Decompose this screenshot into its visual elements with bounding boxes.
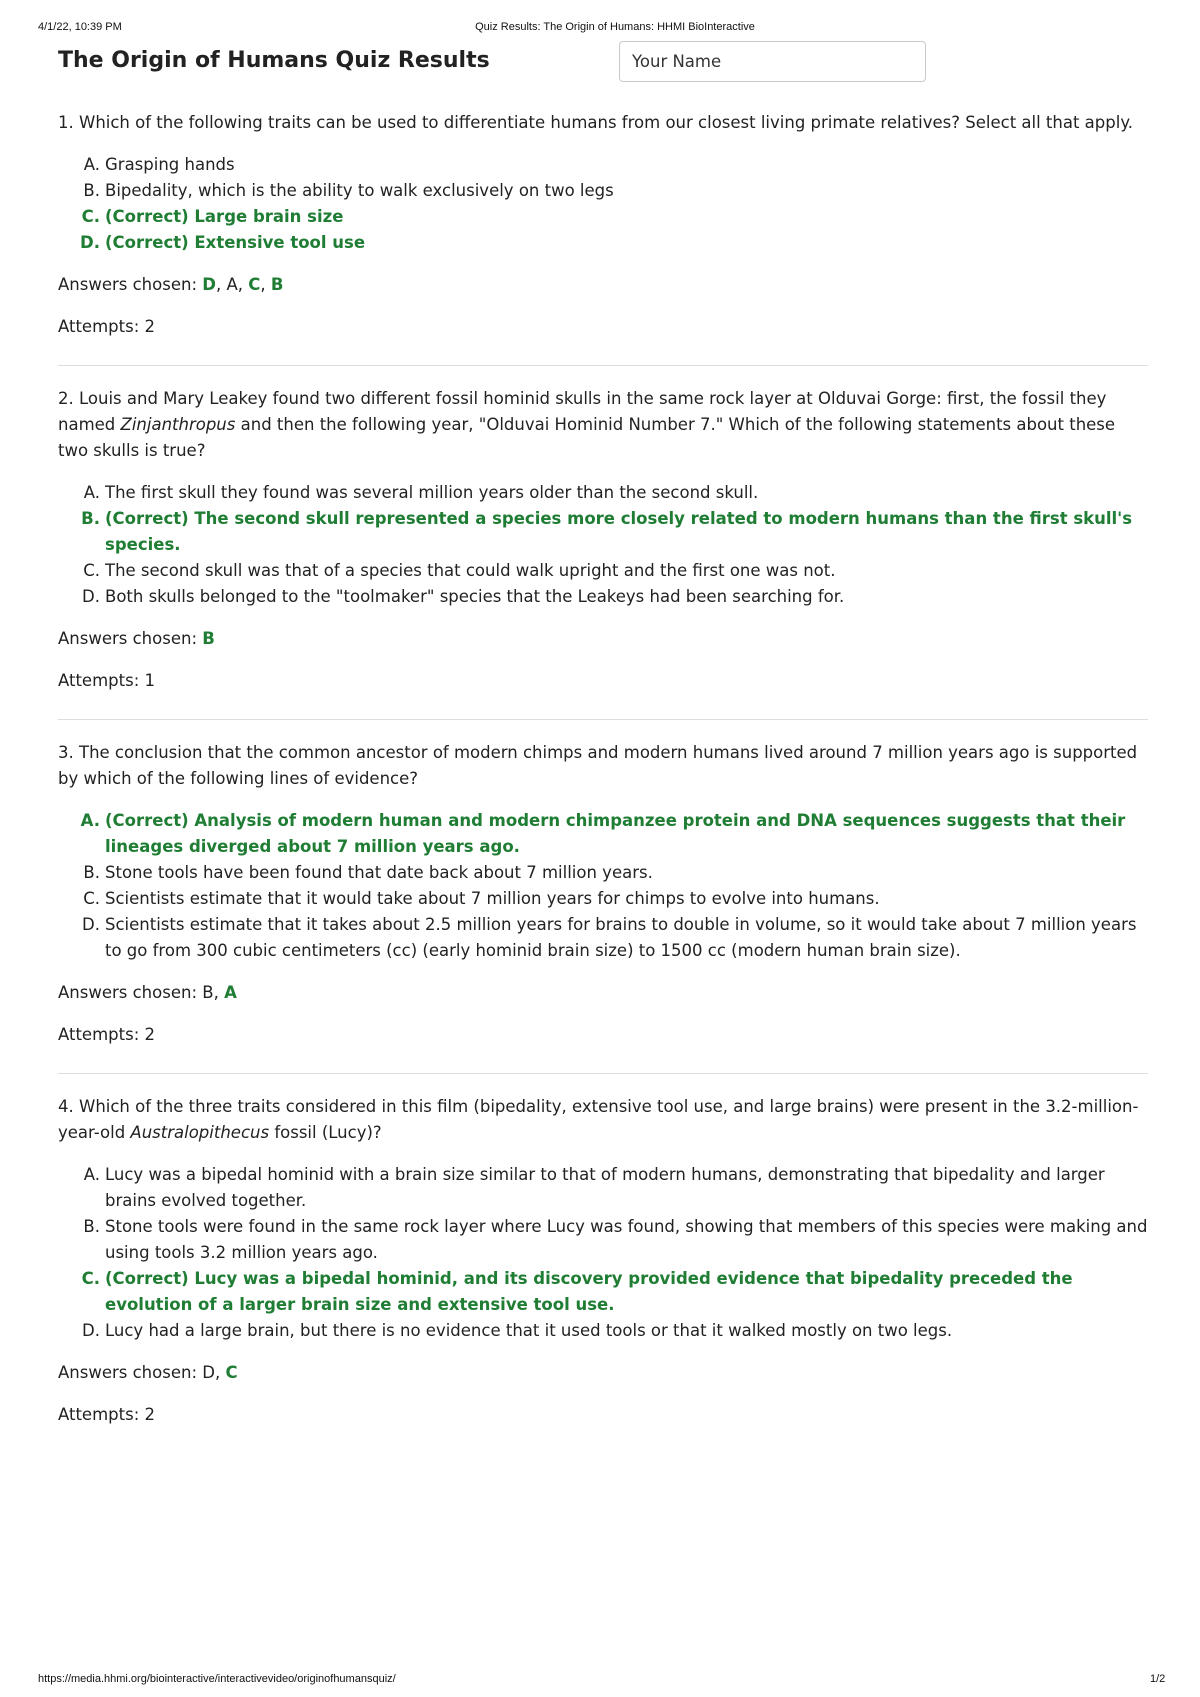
option-item: [58, 558, 1148, 584]
option-letter: D.: [82, 1321, 100, 1340]
print-page-title: Quiz Results: The Origin of Humans: HHMI BioInteractive: [475, 21, 755, 33]
answer-letter-correct: B: [270, 275, 284, 294]
answers-chosen: Answers chosen: B, A: [58, 983, 237, 1002]
question-block: [58, 740, 1148, 1074]
question-block: [58, 386, 1148, 720]
option-letter: A.: [83, 1165, 100, 1184]
option-label: Stone tools were found in the same rock layer where Lucy was found, showing that members of this species were making and using tools 3.2 million years ago.: [105, 1217, 1148, 1262]
question-text: [58, 386, 1148, 464]
option-label: Stone tools have been found that date back about 7 million years.: [105, 863, 653, 882]
question-number: 4.: [58, 1097, 74, 1116]
option-letter: C.: [81, 207, 100, 226]
option-letter: A.: [80, 811, 100, 830]
question-text-main: The conclusion that the common ancestor of modern chimps and modern humans lived around 7 million years ago is supported by which of the following lines of evidence?: [58, 743, 1138, 788]
option-letter: B.: [83, 1217, 100, 1236]
correct-marker: (Correct): [105, 509, 195, 528]
answer-letter-correct: A: [224, 983, 237, 1002]
attempts: [58, 1022, 1148, 1048]
question-block: [58, 1094, 1148, 1453]
option-letter: D.: [82, 915, 100, 934]
attempts: [58, 668, 1148, 694]
option-text: [105, 1162, 1148, 1214]
question-text-main: Louis and Mary Leakey found two different fossil hominid skulls in the same rock layer at Olduvai Gorge: first, the fossil they named: [58, 389, 1107, 434]
answer-letter: A: [226, 275, 238, 294]
option-item: [58, 152, 1148, 178]
option-label: Grasping hands: [105, 155, 235, 174]
correct-marker: (Correct): [105, 233, 195, 252]
question-text-rest: fossil (Lucy)?: [274, 1123, 382, 1142]
option-text: [105, 178, 1148, 204]
option-list: [58, 1162, 1148, 1344]
option-text: [105, 886, 1148, 912]
answers-chosen-label: Answers chosen:: [58, 629, 198, 648]
answers-chosen: Answers chosen: D, C: [58, 1363, 238, 1382]
option-letter: B.: [81, 509, 100, 528]
question-text: [58, 110, 1148, 136]
option-text: [105, 860, 1148, 886]
print-datetime: 4/1/22, 10:39 PM: [38, 21, 122, 33]
option-label: Large brain size: [194, 207, 344, 226]
correct-marker: (Correct): [105, 1269, 195, 1288]
question-block: [58, 110, 1148, 366]
print-url: https://media.hhmi.org/biointeractive/interactivevideo/originofhumansquiz/: [38, 1673, 396, 1685]
question-text-main: Which of the three traits considered in this film (bipedality, extensive tool use, and large brains) were present in the 3.2-million-year-old: [58, 1097, 1139, 1142]
question-text-main: Which of the following traits can be used to differentiate humans from our closest living primate relatives? Select all that apply.: [79, 113, 1133, 132]
question-number: 2.: [58, 389, 74, 408]
option-label: Analysis of modern human and modern chimpanzee protein and DNA sequences suggests that their lineages diverged about 7 million years ago.: [105, 811, 1126, 856]
question-text-italic: Australopithecus: [130, 1123, 270, 1142]
option-letter: A.: [83, 155, 100, 174]
answer-letter-correct: C: [248, 275, 261, 294]
option-text: [105, 1214, 1148, 1266]
attempts: [58, 314, 1148, 340]
option-letter: B.: [83, 181, 100, 200]
name-input[interactable]: [619, 41, 926, 82]
option-item: [58, 912, 1148, 964]
attempts-label: Attempts:: [58, 1025, 140, 1044]
option-label: The second skull was that of a species that could walk upright and the first one was not.: [105, 561, 836, 580]
question-number: 1.: [58, 113, 74, 132]
option-label: Lucy was a bipedal hominid with a brain size similar to that of modern humans, demonstrating that bipedality and larger brains evolved together.: [105, 1165, 1105, 1210]
option-item: [58, 480, 1148, 506]
option-text: [105, 912, 1148, 964]
option-text: [105, 1318, 1148, 1344]
option-text: [105, 230, 1148, 256]
option-label: Scientists estimate that it would take about 7 million years for chimps to evolve into humans.: [105, 889, 880, 908]
option-item: [58, 1318, 1148, 1344]
page-title: The Origin of Humans Quiz Results: [58, 48, 490, 73]
option-label: Lucy had a large brain, but there is no evidence that it used tools or that it walked mostly on two legs.: [105, 1321, 953, 1340]
option-text: [105, 558, 1148, 584]
option-letter: D.: [82, 587, 100, 606]
option-letter: C.: [83, 561, 100, 580]
attempts-count: 2: [144, 317, 156, 336]
option-list: [58, 152, 1148, 256]
correct-marker: (Correct): [105, 207, 195, 226]
question-text: [58, 1094, 1148, 1146]
correct-marker: (Correct): [105, 811, 195, 830]
option-item: [58, 1162, 1148, 1214]
option-letter: B.: [83, 863, 100, 882]
option-label: The second skull represented a species more closely related to modern humans than the first skull's species.: [105, 509, 1133, 554]
option-letter: C.: [83, 889, 100, 908]
answer-letter-correct: D: [202, 275, 216, 294]
question-text-italic: Zinjanthropus: [120, 415, 236, 434]
option-list: [58, 480, 1148, 610]
option-label: The first skull they found was several million years older than the second skull.: [105, 483, 759, 502]
option-letter: A.: [83, 483, 100, 502]
answers-chosen: [58, 626, 1148, 652]
attempts-label: Attempts:: [58, 671, 140, 690]
option-text: [105, 506, 1148, 558]
option-letter: D.: [80, 233, 100, 252]
option-list: [58, 808, 1148, 964]
question-text: [58, 740, 1148, 792]
answer-letter: D: [202, 1363, 215, 1382]
option-label: Scientists estimate that it takes about 2.5 million years for brains to double in volume, so it would take about 7 million years to go from 300 cubic centimeters (cc) (early hominid brain size) to 1500 cc (modern human brain size).: [105, 915, 1137, 960]
option-label: Bipedality, which is the ability to walk exclusively on two legs: [105, 181, 614, 200]
option-item-correct: [58, 1266, 1148, 1318]
option-text: [105, 204, 1148, 230]
attempts-count: 1: [144, 671, 156, 690]
answers-chosen: Answers chosen: D, A, C, B: [58, 275, 284, 294]
option-text: [105, 808, 1148, 860]
option-text: [105, 152, 1148, 178]
option-label: Lucy was a bipedal hominid, and its discovery provided evidence that bipedality preceded the evolution of a larger brain size and extensive tool use.: [105, 1269, 1073, 1314]
option-letter: C.: [81, 1269, 100, 1288]
option-item: [58, 1214, 1148, 1266]
question-number: 3.: [58, 743, 74, 762]
attempts-count: 2: [144, 1405, 156, 1424]
answer-letter-correct: C: [225, 1363, 238, 1382]
option-item: [58, 860, 1148, 886]
print-page-number: 1/2: [1150, 1673, 1166, 1685]
attempts: [58, 1402, 1148, 1428]
option-item-correct: [58, 204, 1148, 230]
answers-chosen-label: Answers chosen:: [58, 275, 198, 294]
answers-chosen-label: Answers chosen:: [58, 1363, 198, 1382]
question-text-rest: and then the following year, "Olduvai Hominid Number 7." Which of the following statements about these two skulls is true?: [58, 415, 1116, 460]
option-label: Both skulls belonged to the "toolmaker" species that the Leakeys had been searching for.: [105, 587, 845, 606]
option-item: [58, 886, 1148, 912]
answers-chosen-label: Answers chosen:: [58, 983, 198, 1002]
attempts-count: 2: [144, 1025, 156, 1044]
option-text: [105, 584, 1148, 610]
option-item-correct: [58, 506, 1148, 558]
option-text: [105, 480, 1148, 506]
attempts-label: Attempts:: [58, 1405, 140, 1424]
question-list: [58, 110, 1148, 1473]
answer-letter-correct: B: [202, 629, 215, 648]
answer-letter: B: [202, 983, 214, 1002]
option-item: [58, 584, 1148, 610]
attempts-label: Attempts:: [58, 317, 140, 336]
option-label: Extensive tool use: [194, 233, 366, 252]
option-item: [58, 178, 1148, 204]
option-text: [105, 1266, 1148, 1318]
option-item-correct: [58, 808, 1148, 860]
option-item-correct: [58, 230, 1148, 256]
